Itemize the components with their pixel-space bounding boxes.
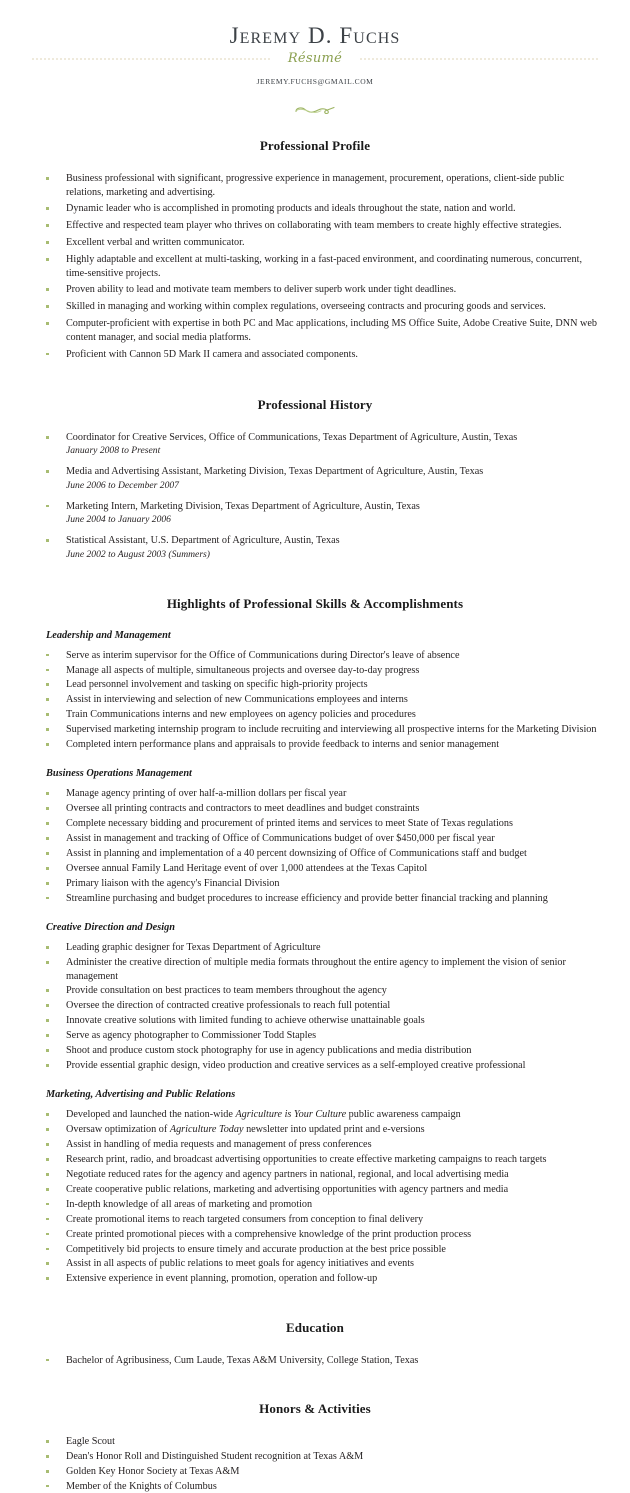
list-item: In-depth knowledge of all areas of marketing and promotion bbox=[32, 1198, 598, 1211]
list-item: Manage all aspects of multiple, simultaneous projects and oversee day-to-day progress bbox=[32, 664, 598, 677]
flourish-ornament bbox=[32, 102, 598, 118]
list-item: Lead personnel involvement and tasking on specific high-priority projects bbox=[32, 678, 598, 691]
list-item bbox=[32, 534, 598, 560]
subsection-marketing-advertising-public-relations bbox=[32, 1088, 598, 1285]
list-item bbox=[32, 465, 598, 491]
list-item: Supervised marketing internship program to include recruiting and interviewing all prospective interns for the Marketing Division bbox=[32, 723, 598, 736]
list-item: Skilled in managing and working within complex regulations, overseeing contracts and procuring goods and services. bbox=[32, 300, 598, 313]
business-ops-bullet-list bbox=[32, 787, 598, 905]
list-item bbox=[32, 500, 598, 526]
job-dates: June 2006 to December 2007 bbox=[66, 479, 179, 491]
list-item: Serve as interim supervisor for the Office of Communications during Director's leave of absence bbox=[32, 649, 598, 662]
list-item: Eagle Scout bbox=[32, 1435, 598, 1448]
subsection-heading: Business Operations Management bbox=[46, 768, 192, 780]
list-item: Research print, radio, and broadcast advertising opportunities to create effective marketing campaigns to reach targets bbox=[32, 1153, 598, 1166]
list-item: Primary liaison with the agency's Financial Division bbox=[32, 877, 598, 890]
dotted-rule-right bbox=[360, 58, 598, 60]
section-education bbox=[32, 1320, 598, 1367]
list-item: Complete necessary bidding and procurement of printed items and services to meet State of Texas regulations bbox=[32, 817, 598, 830]
list-item: Innovate creative solutions with limited funding to achieve otherwise unattainable goals bbox=[32, 1014, 598, 1027]
section-heading: Highlights of Professional Skills & Accomplishments bbox=[166, 595, 464, 611]
list-item: Provide essential graphic design, video production and creative services as a self-employed creative professional bbox=[32, 1059, 598, 1072]
title-divider bbox=[32, 49, 598, 69]
list-item: Negotiate reduced rates for the agency and agency partners in national, regional, and local advertising media bbox=[32, 1168, 598, 1181]
list-item: Business professional with significant, progressive experience in management, procurement, operations, client-side public relations, marketing and advertising. bbox=[32, 172, 598, 199]
list-item: Administer the creative direction of multiple media formats throughout the entire agency to implement the vision of senior management bbox=[32, 956, 598, 983]
section-professional-profile bbox=[32, 138, 598, 361]
job-role: Marketing Intern, Marketing Division, Texas Department of Agriculture, Austin, Texas bbox=[66, 500, 420, 512]
job-role: Media and Advertising Assistant, Marketing Division, Texas Department of Agriculture, Austin, Texas bbox=[66, 466, 484, 478]
list-item: Effective and respected team player who thrives on collaborating with team members to create highly effective strategies. bbox=[32, 219, 598, 232]
marketing-bullet-list bbox=[32, 1108, 598, 1285]
list-item: Assist in interviewing and selection of new Communications employees and interns bbox=[32, 693, 598, 706]
list-item: Shoot and produce custom stock photography for use in agency publications and media distribution bbox=[32, 1044, 598, 1057]
list-item: Leading graphic designer for Texas Department of Agriculture bbox=[32, 941, 598, 954]
subsection-leadership-and-management bbox=[32, 629, 598, 752]
list-item: Serve as agency photographer to Commissioner Todd Staples bbox=[32, 1029, 598, 1042]
list-item bbox=[32, 431, 598, 457]
list-item: Assist in management and tracking of Office of Communications budget of over $450,000 per fiscal year bbox=[32, 832, 598, 845]
subsection-heading: Creative Direction and Design bbox=[46, 922, 175, 934]
profile-bullet-list bbox=[32, 172, 598, 361]
list-item: Oversee annual Family Land Heritage event of over 1,000 attendees at the Texas Capitol bbox=[32, 862, 598, 875]
list-item: Assist in planning and implementation of a 40 percent downsizing of Office of Communications staff and budget bbox=[32, 847, 598, 860]
list-item: Dynamic leader who is accomplished in promoting products and ideals throughout the state, nation and world. bbox=[32, 202, 598, 215]
list-item: Bachelor of Agribusiness, Cum Laude, Texas A&M University, College Station, Texas bbox=[32, 1354, 598, 1367]
job-role: Coordinator for Creative Services, Office of Communications, Texas Department of Agriculture, Austin, Texas bbox=[66, 432, 518, 444]
list-item: Highly adaptable and excellent at multi-tasking, working in a fast-paced environment, and coordinating numerous, concurrent, time-sensitive projects. bbox=[32, 253, 598, 280]
list-item: Proven ability to lead and motivate team members to deliver superb work under tight deadlines. bbox=[32, 283, 598, 296]
list-item: Create promotional items to reach targeted consumers from conception to final delivery bbox=[32, 1213, 598, 1226]
honors-bullet-list bbox=[32, 1435, 598, 1493]
list-item: Streamline purchasing and budget procedures to increase efficiency and provide better financial tracking and planning bbox=[32, 892, 598, 905]
resume-subtitle: Résumé bbox=[278, 49, 352, 68]
section-heading: Honors & Activities bbox=[259, 1401, 371, 1417]
creative-bullet-list bbox=[32, 941, 598, 1072]
job-dates: January 2008 to Present bbox=[66, 445, 161, 457]
email-address[interactable]: JEREMY.FUCHS@GMAIL.COM bbox=[256, 77, 374, 87]
list-item: Oversaw optimization of Agriculture Today newsletter into updated print and e-versions bbox=[32, 1123, 598, 1136]
section-heading: Professional Profile bbox=[259, 138, 371, 154]
subsection-business-operations-management bbox=[32, 767, 598, 905]
job-role: Statistical Assistant, U.S. Department of Agriculture, Austin, Texas bbox=[66, 535, 340, 547]
resume-header bbox=[32, 0, 598, 118]
list-item: Completed intern performance plans and appraisals to provide feedback to interns and senior management bbox=[32, 738, 598, 751]
section-heading: Professional History bbox=[257, 397, 373, 413]
list-item: Oversee all printing contracts and contractors to meet deadlines and budget constraints bbox=[32, 802, 598, 815]
list-item: Create printed promotional pieces with a comprehensive knowledge of the print production process bbox=[32, 1228, 598, 1241]
job-dates: June 2004 to January 2006 bbox=[66, 514, 171, 526]
job-dates: June 2002 to August 2003 (Summers) bbox=[66, 548, 210, 560]
list-item: Train Communications interns and new employees on agency policies and procedures bbox=[32, 708, 598, 721]
subsection-heading: Leadership and Management bbox=[46, 629, 171, 641]
list-item: Provide consultation on best practices to team members throughout the agency bbox=[32, 984, 598, 997]
section-professional-history bbox=[32, 397, 598, 561]
list-item: Proficient with Cannon 5D Mark II camera and associated components. bbox=[32, 348, 598, 361]
subsection-heading: Marketing, Advertising and Public Relations bbox=[46, 1089, 236, 1101]
list-item: Extensive experience in event planning, promotion, operation and follow-up bbox=[32, 1272, 598, 1285]
list-item: Golden Key Honor Society at Texas A&M bbox=[32, 1465, 598, 1478]
list-item: Assist in handling of media requests and management of press conferences bbox=[32, 1138, 598, 1151]
list-item: Competitively bid projects to ensure timely and accurate production at the best price possible bbox=[32, 1243, 598, 1256]
education-bullet-list bbox=[32, 1354, 598, 1367]
list-item: Oversee the direction of contracted creative professionals to reach full potential bbox=[32, 999, 598, 1012]
dotted-rule-left bbox=[32, 58, 270, 60]
history-list bbox=[32, 431, 598, 561]
list-item: Manage agency printing of over half-a-million dollars per fiscal year bbox=[32, 787, 598, 800]
list-item: Excellent verbal and written communicator. bbox=[32, 236, 598, 249]
list-item: Developed and launched the nation-wide Agriculture is Your Culture public awareness campaign bbox=[32, 1108, 598, 1121]
subsection-creative-direction-and-design bbox=[32, 921, 598, 1072]
list-item: Assist in all aspects of public relations to meet goals for agency initiatives and events bbox=[32, 1257, 598, 1270]
list-item: Dean's Honor Roll and Distinguished Student recognition at Texas A&M bbox=[32, 1450, 598, 1463]
page-title: Jeremy D. Fuchs bbox=[229, 23, 401, 48]
list-item: Computer-proficient with expertise in both PC and Mac applications, including MS Office Suite, Adobe Creative Suite, DNN web content manager, and social media platforms. bbox=[32, 317, 598, 344]
section-highlights bbox=[32, 596, 598, 1286]
list-item: Member of the Knights of Columbus bbox=[32, 1480, 598, 1493]
list-item: Create cooperative public relations, marketing and advertising opportunities with agency partners and media bbox=[32, 1183, 598, 1196]
section-heading: Education bbox=[286, 1319, 344, 1335]
section-honors-activities bbox=[32, 1401, 598, 1493]
leadership-bullet-list bbox=[32, 649, 598, 752]
